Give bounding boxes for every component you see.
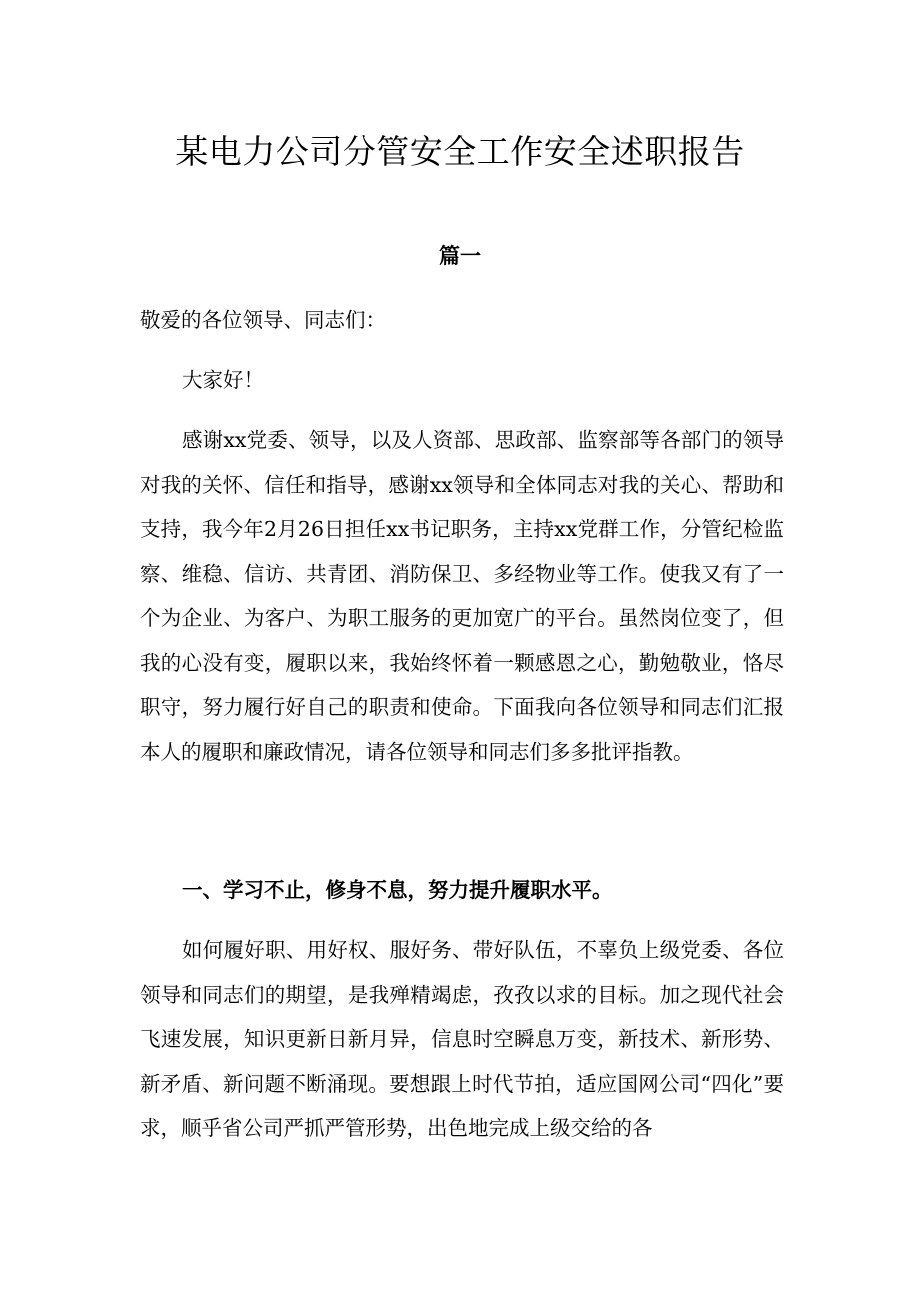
- paragraph-acknowledgement: 感谢xx党委、领导，以及人资部、思政部、监察部等各部门的领导对我的关怀、信任和指导，感谢xx领导和全体同志对我的关心、帮助和支持，我今年2月26日担任xx书记职务，主持xx党群工作，分管纪检监察、维稳、信访、共青团、消防保卫、多经物业等工作。使我又有了一个为企业、为客户、为职工服务的更加宽广的平台。虽然岗位变了，但我的心没有变，履职以来，我始终怀着一颗感恩之心，勤勉敬业，恪尽职守，努力履行好自己的职责和使命。下面我向各位领导和同志们汇报本人的履职和廉政情况，请各位领导和同志们多多批评指教。: [140, 428, 784, 764]
- paragraph-study: 如何履好职、用好权、服好务、带好队伍，不辜负上级党委、各位领导和同志们的期望，是我殚精竭虑，孜孜以求的目标。加之现代社会飞速发展，知识更新日新月异，信息时空瞬息万变，新技术、新形势、新矛盾、新问题不断涌现。要想跟上时代节拍，适应国网公司“四化”要求，顺乎省公司严抓严管形势，出色地完成上级交给的各: [140, 938, 784, 1140]
- heading-study: 一、学习不止，修身不息，努力提升履职水平。: [182, 878, 613, 902]
- greeting: 大家好！: [182, 368, 264, 392]
- salutation: 敬爱的各位领导、同志们：: [140, 308, 386, 332]
- section-label: 篇一: [439, 243, 481, 268]
- document-title: 某电力公司分管安全工作安全述职报告: [175, 132, 745, 171]
